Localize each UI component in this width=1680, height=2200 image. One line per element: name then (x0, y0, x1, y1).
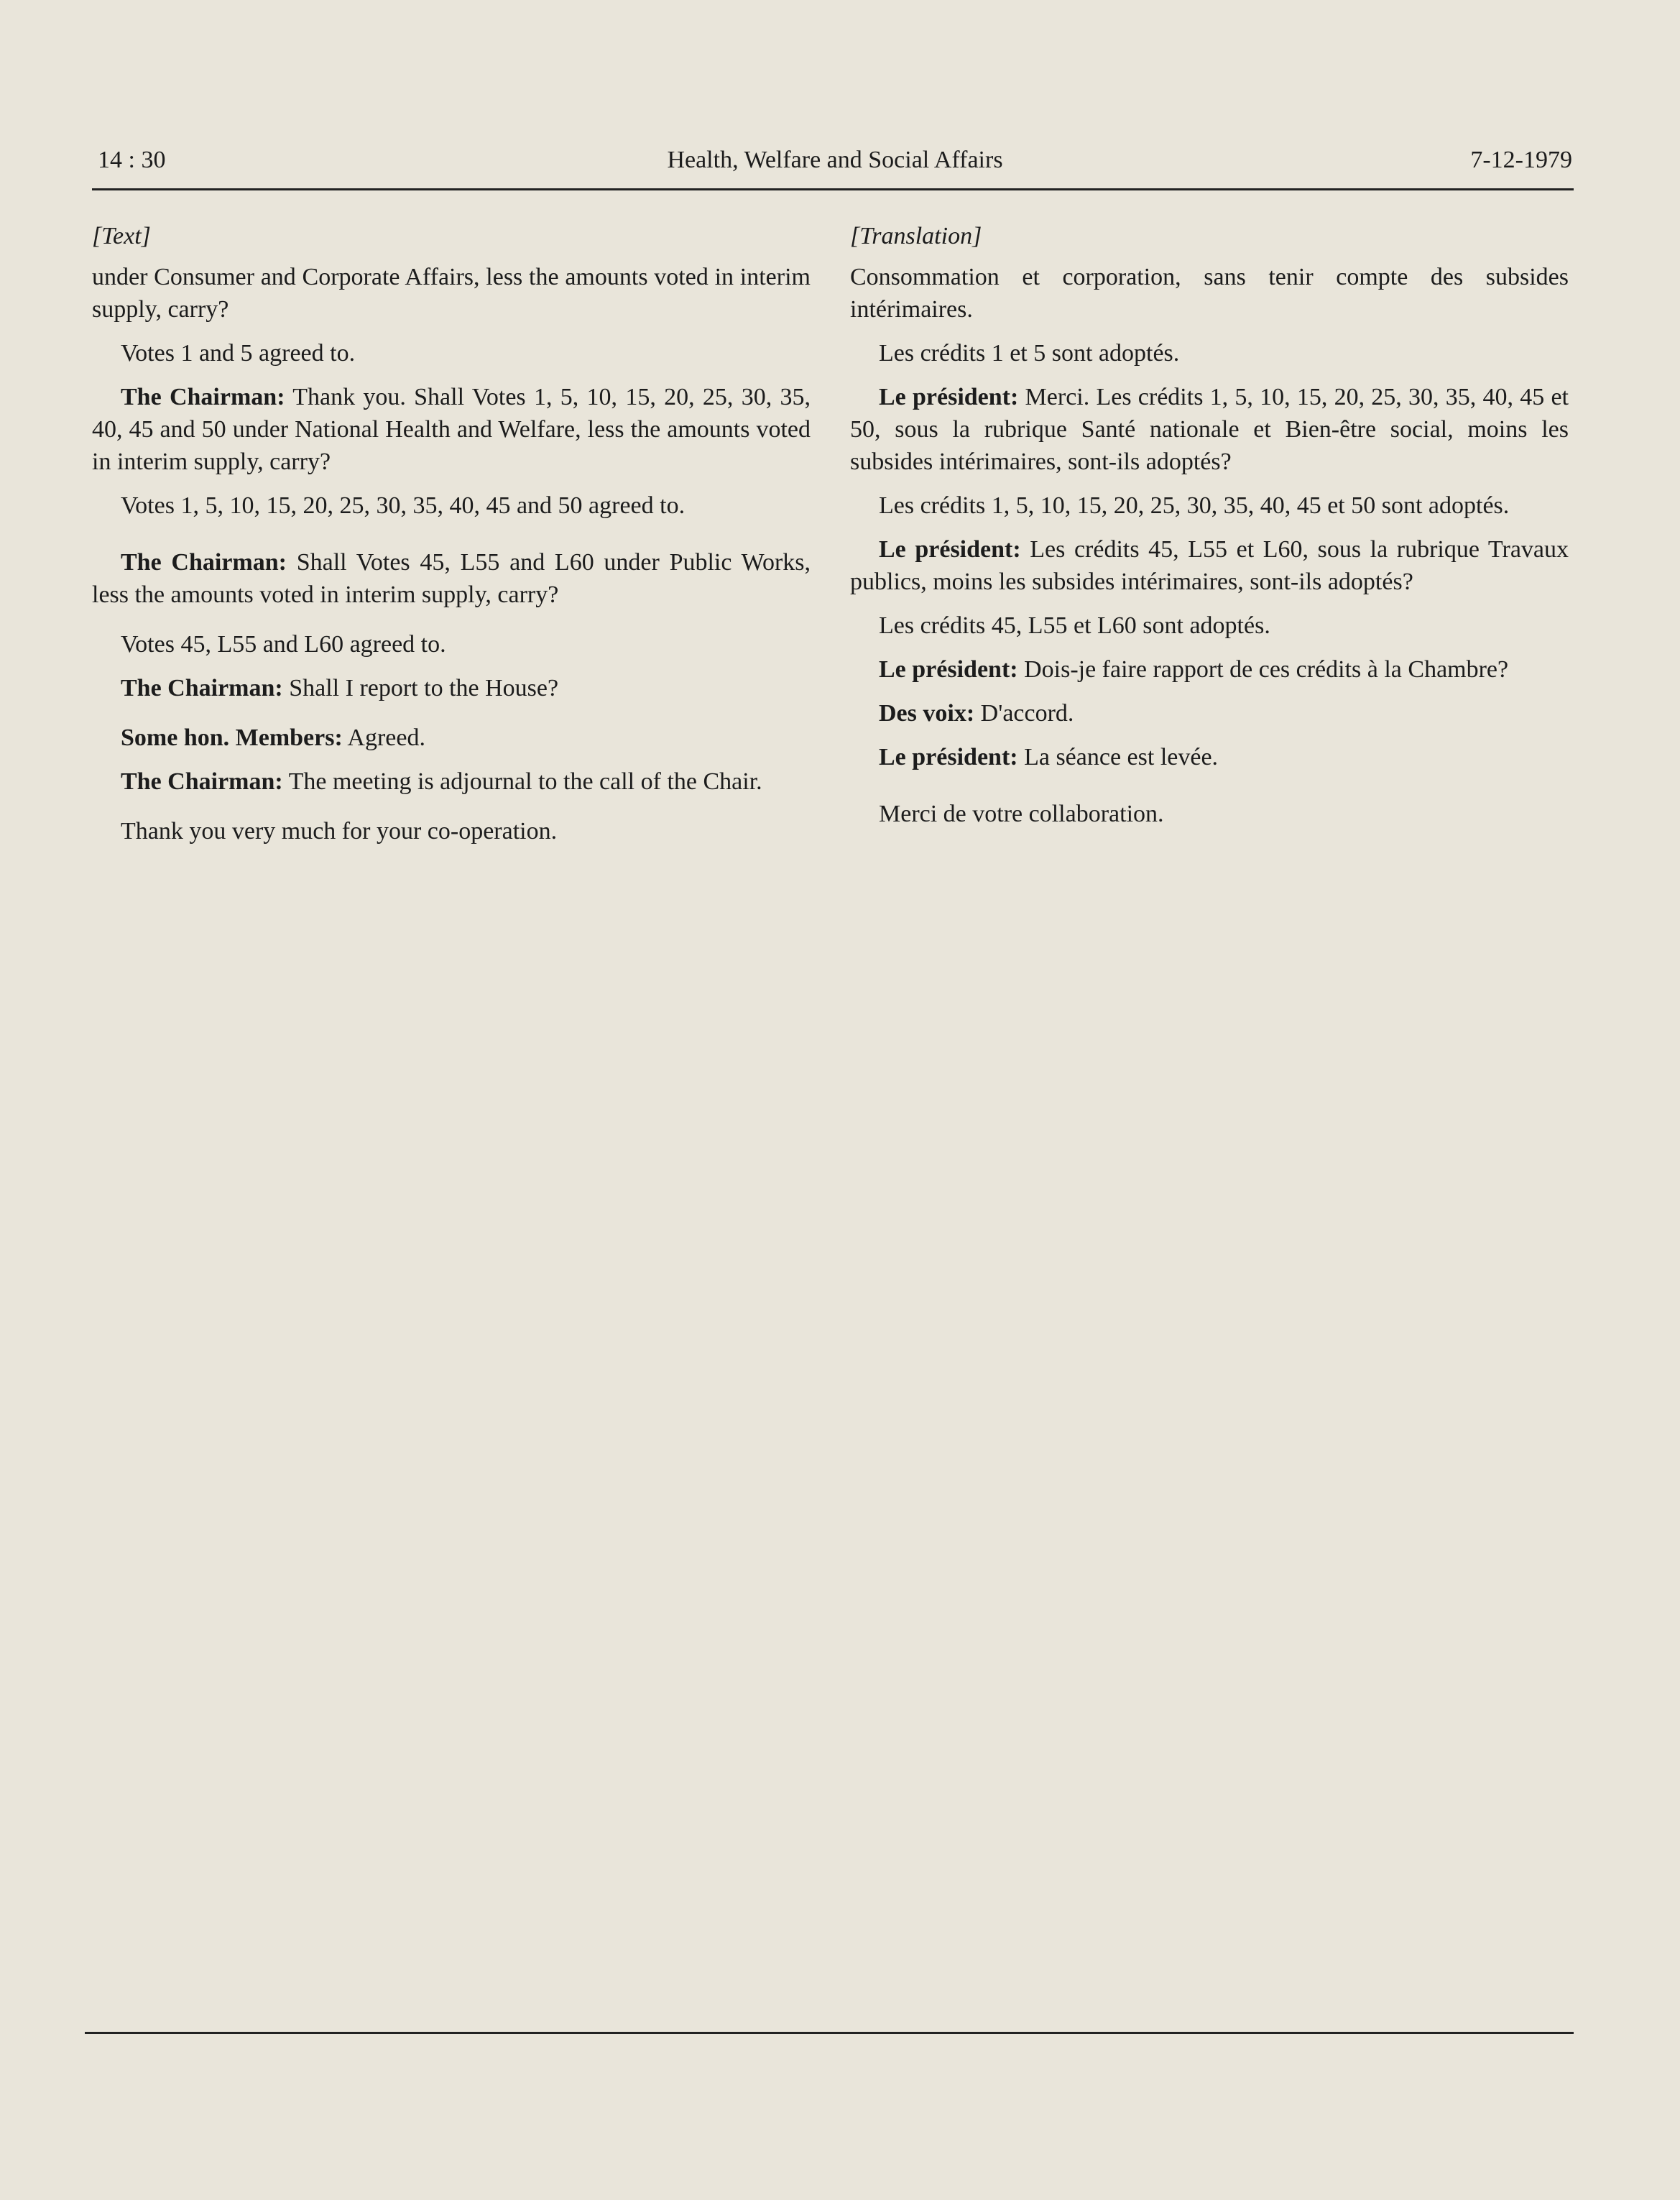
speech-text: Shall Votes 45, L55 and L60 under Public Works, less the amounts voted in interim supply, carry? (92, 549, 811, 608)
english-column (92, 220, 811, 859)
paragraph: Les crédits 1 et 5 sont adoptés. (879, 340, 1180, 367)
paragraph: under Consumer and Corporate Affairs, less the amounts voted in interim supply, carry? (92, 264, 811, 323)
speaker: Some hon. Members: (121, 724, 343, 751)
french-column (850, 220, 1569, 842)
speech (850, 381, 1569, 478)
paragraph: Votes 1, 5, 10, 15, 20, 25, 30, 35, 40, 45 and 50 agreed to. (121, 492, 686, 519)
speech-text: D'accord. (974, 700, 1074, 727)
speech (92, 722, 811, 754)
speech (850, 697, 1569, 730)
speech-text: Agreed. (342, 724, 425, 751)
speaker: The Chairman: (121, 768, 283, 795)
paragraph: Les crédits 1, 5, 10, 15, 20, 25, 30, 35, 40, 45 et 50 sont adoptés. (879, 492, 1510, 519)
speech (850, 653, 1569, 686)
speaker: Le président: (879, 384, 1019, 410)
speech-text: Dois-je faire rapport de ces crédits à la Chambre? (1017, 656, 1509, 683)
page-number: 14 : 30 (98, 147, 166, 173)
footer-rule (85, 2032, 1574, 2034)
publication-title: Health, Welfare and Social Affairs (667, 147, 1003, 173)
speech-text: Shall I report to the House? (282, 675, 559, 701)
speaker: The Chairman: (121, 675, 283, 701)
speech-text: Merci. Les crédits 1, 5, 10, 15, 20, 25, 30, 35, 40, 45 et 50, sous la rubrique Santé nationale et Bien-être social, moins les subsides intérimaires, sont-ils adoptés? (850, 384, 1569, 475)
speech-text: The meeting is adjournal to the call of the Chair. (282, 768, 762, 795)
speech-text: La séance est levée. (1017, 744, 1219, 770)
speech (92, 765, 811, 798)
paragraph: Merci de votre collaboration. (879, 801, 1164, 827)
speech (92, 672, 811, 704)
page-header (98, 147, 1572, 190)
speech (92, 381, 811, 478)
speaker: Le président: (879, 656, 1018, 683)
speaker: The Chairman: (121, 549, 287, 576)
paragraph: Les crédits 45, L55 et L60 sont adoptés. (879, 612, 1270, 639)
speech (850, 533, 1569, 598)
paragraph: Votes 45, L55 and L60 agreed to. (121, 631, 446, 658)
paragraph: Thank you very much for your co-operation. (121, 818, 558, 844)
translation-tag: [Translation] (850, 223, 982, 249)
speaker: Le président: (879, 536, 1021, 563)
speech (92, 546, 811, 611)
paragraph: Consommation et corporation, sans tenir compte des subsides intérimaires. (850, 264, 1569, 323)
speech-text: Les crédits 45, L55 et L60, sous la rubrique Travaux publics, moins les subsides intérimaires, sont-ils adoptés? (850, 536, 1569, 595)
header-rule (92, 188, 1574, 190)
paragraph: Votes 1 and 5 agreed to. (121, 340, 356, 367)
speaker: The Chairman: (121, 384, 285, 410)
speaker: Le président: (879, 744, 1018, 770)
speech-text: Thank you. Shall Votes 1, 5, 10, 15, 20, 25, 30, 35, 40, 45 and 50 under National Health and Welfare, less the amounts voted in interim supply, carry? (92, 384, 811, 475)
speaker: Des voix: (879, 700, 975, 727)
page-date: 7-12-1979 (1470, 147, 1572, 173)
speech (850, 741, 1569, 773)
text-tag: [Text] (92, 223, 151, 249)
